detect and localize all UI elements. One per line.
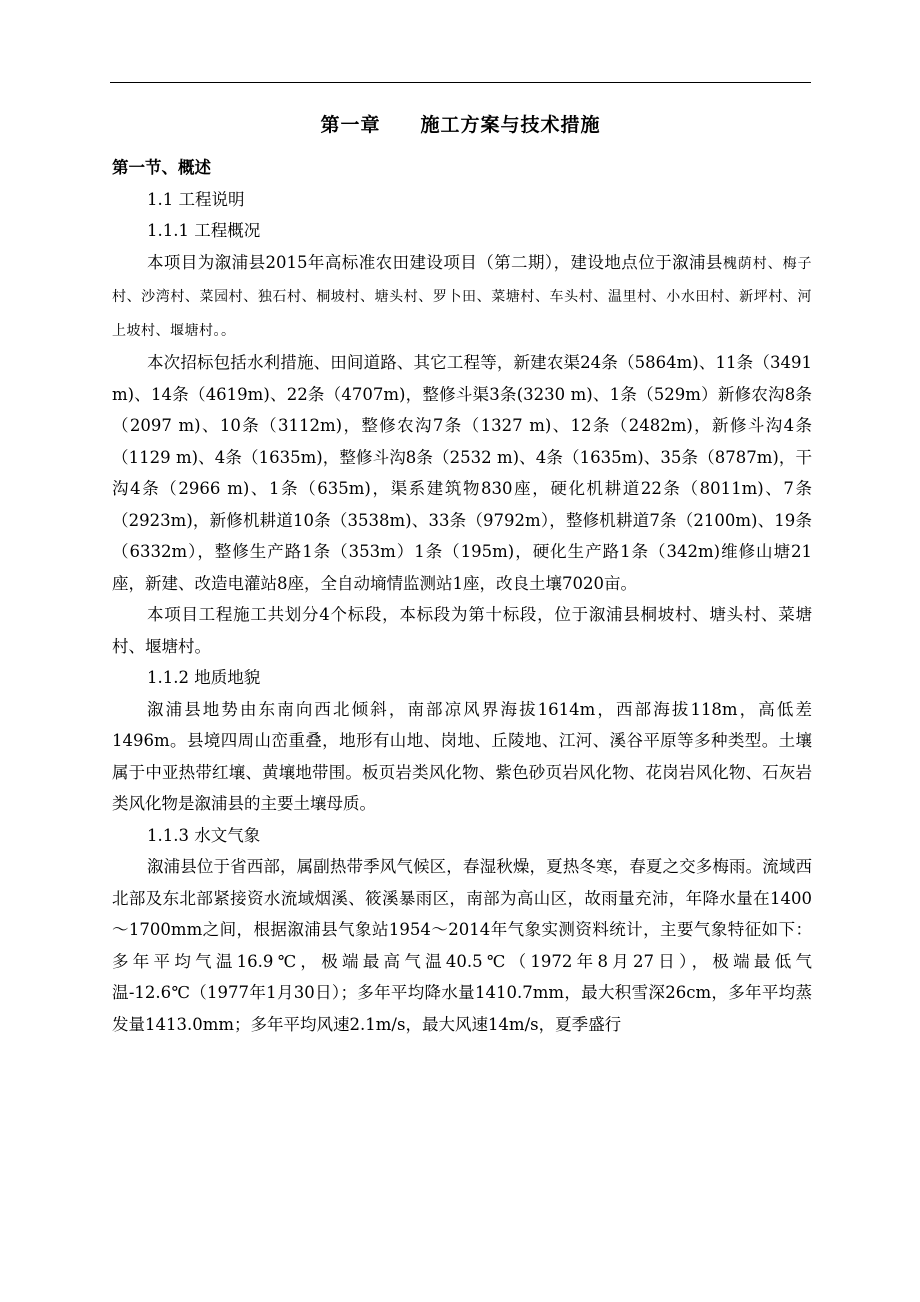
overview-paragraph-sections: 本项目工程施工共划分4个标段，本标段为第十标段，位于溆浦县桐坡村、塘头村、菜塘村、堰塘村。 — [112, 605, 812, 656]
overview-location-lead: 本项目为溆浦县2015年高标准农田建设项目（第二期），建设地点位于溆浦县 — [147, 252, 723, 272]
document-body — [112, 152, 812, 1040]
section-heading: 第一节、概述 — [112, 158, 211, 177]
header-rule — [110, 82, 811, 83]
subsection-heading-1-1-1: 1.1.1 工程概况 — [147, 221, 261, 240]
chapter-title: 第一章 施工方案与技术措施 — [320, 114, 601, 136]
hydrology-paragraph: 溆浦县位于省西部，属副热带季风气候区，春湿秋燥，夏热冬寒，春夏之交多梅雨。流域西北部及东北部紧接资水流域烟溪、筱溪暴雨区，南部为高山区，故雨量充沛，年降水量在1400～1700mm之间，根据溆浦县气象站1954～2014年气象实测资料统计，主要气象特征如下：多年平均气温16.9℃，极端最高气温40.5℃（1972年8月27日），极端最低气温-12.6℃（1977年1月30日）；多年平均降水量1410.7mm，最大积雪深26cm，多年平均蒸发量1413.0mm；多年平均风速2.1m/s，最大风速14m/s，夏季盛行 — [112, 857, 812, 1034]
geology-paragraph: 溆浦县地势由东南向西北倾斜，南部凉风界海拔1614m，西部海拔118m，高低差1496m。县境四周山峦重叠，地形有山地、岗地、丘陵地、江河、溪谷平原等多种类型。土壤属于中亚热带红壤、黄壤地带围。板页岩类风化物、紫色砂页岩风化物、花岗岩风化物、石灰岩类风化物是溆浦县的主要土壤母质。 — [112, 699, 812, 813]
subsection-heading-1-1-3: 1.1.3 水文气象 — [147, 825, 261, 845]
overview-village-list: 槐荫村、梅子村、沙湾村、菜园村、独石村、桐坡村、塘头村、罗卜田、菜塘村、车头村、温里村、小水田村、新坪村、河上坡村、堰塘村。。 — [112, 255, 812, 339]
subsection-heading-1-1-2: 1.1.2 地质地貌 — [147, 668, 261, 687]
overview-paragraph-scope: 本次招标包括水利措施、田间道路、其它工程等，新建农渠24条（5864m)、11条（3491 m)、14条（4619m)、22条（4707m)，整修斗渠3条(3230 m)、1条（529m）新修农沟8条（2097 m)、10条（3112m)，整修农沟7条（1327 m)、12条（2482m)，新修斗沟4条（1129 m)、4条（1635m)，整修斗沟8条（2532 m)、4条（1635m)、35条（8787m)，干沟4条（2966 m)、1条（635m)，渠系建筑物830座，硬化机耕道22条（8011m)、7条（2923m)，新修机耕道10条（3538m)、33条（9792m），整修机耕道7条（2100m)、19条（6332m），整修生产路1条（353m）1条（195m)，硬化生产路1条（342m)维修山塘21座，新建、改造电灌站8座，全自动墒情监测站1座，改良土壤7020亩。 — [112, 353, 812, 593]
overview-paragraph-location — [112, 247, 812, 348]
subsection-heading-1-1: 1.1 工程说明 — [147, 189, 245, 209]
